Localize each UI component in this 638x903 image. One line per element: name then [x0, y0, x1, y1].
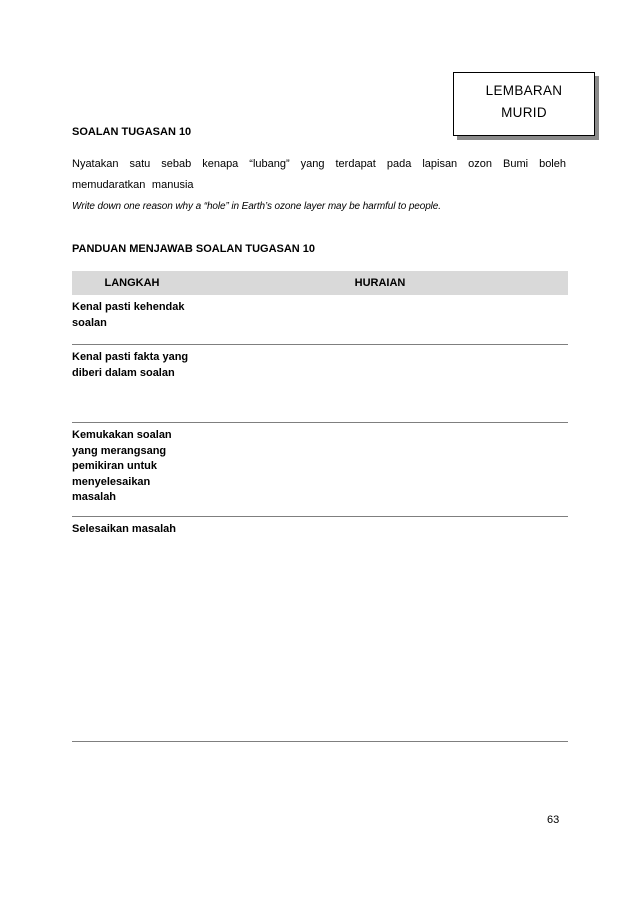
- description-cell: [192, 295, 568, 344]
- step-cell: Kenal pasti fakta yang diberi dalam soalan: [72, 351, 189, 379]
- guide-title: PANDUAN MENJAWAB SOALAN TUGASAN 10: [72, 243, 316, 255]
- lembaran-murid-badge: [453, 72, 595, 136]
- task-title: SOALAN TUGASAN 10: [72, 126, 192, 138]
- step-cell: Selesaikan masalah: [72, 523, 176, 535]
- header-description: HURAIAN: [354, 277, 406, 289]
- table-row: [72, 345, 568, 423]
- table-row: [72, 295, 568, 345]
- question-malay: Nyatakan satu sebab kenapa “lubang” yang terdapat pada lapisan ozon Bumi boleh memudaratkan manusia: [72, 158, 566, 191]
- header-step: LANGKAH: [104, 277, 160, 289]
- description-cell: [192, 423, 568, 516]
- description-cell: [192, 345, 568, 422]
- table-row: [72, 517, 568, 742]
- question-english: Write down one reason why a “hole” in Earth’s ozone layer may be harmful to people.: [72, 201, 441, 212]
- guide-table: [72, 271, 568, 742]
- step-cell: Kemukakan soalan yang merangsang pemikiran untuk menyelesaikan masalah: [72, 429, 172, 503]
- page-number: 63: [547, 814, 560, 826]
- table-header: [72, 271, 568, 295]
- description-cell: [192, 517, 568, 741]
- step-cell: Kenal pasti kehendak soalan: [72, 301, 185, 329]
- badge-line-2: MURID: [501, 105, 547, 120]
- badge-line-1: LEMBARAN: [485, 83, 563, 98]
- table-row: [72, 423, 568, 517]
